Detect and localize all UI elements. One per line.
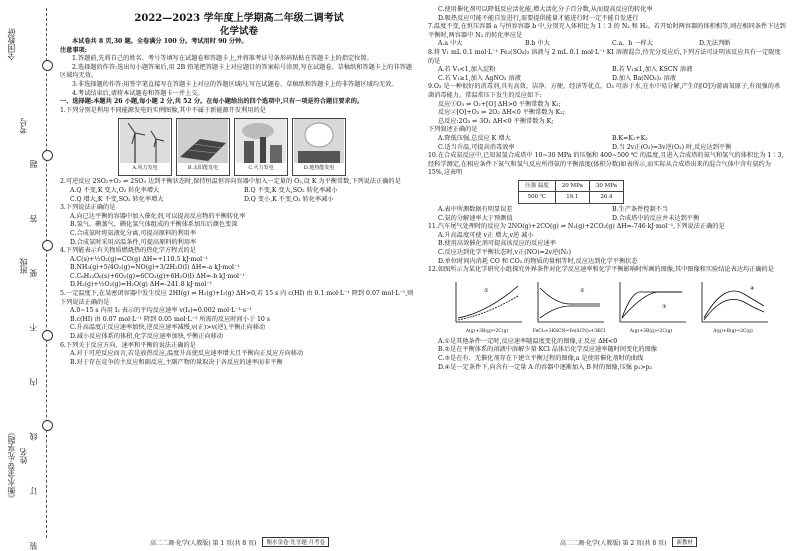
q2-options [60,187,418,196]
page-footer-text: 高二二调·化学(人教版) 第 2 页(共 8 页) [560,539,667,547]
q9-prompt: 下列叙述正确的是 [428,126,478,134]
option-a: A.若 V₁<1,加入淀粉 [438,66,496,74]
q9-options [428,144,786,153]
section-heading: 一、选择题:本题共 26 小题,每小题 2 分,共 52 分。在每小题给出的四个选项中,只有一项是符合题目要求的。 [60,98,364,106]
q10-options [428,206,786,215]
option-c: C.③是在有、无催化剂存在下建立平衡过程的图像,a 是使用催化剂时的曲线 [438,355,644,362]
q10-options [428,215,786,224]
option-c: C.反应达到化学平衡状态时,v正(NO)=2v逆(N₂) [438,249,572,257]
q7-options [428,40,786,49]
seal-dashed-line [46,8,47,538]
footer-left [150,537,329,547]
option-b: B.b 中大 [525,40,550,48]
graph-label: ② [580,287,585,294]
image-caption: B.太阳能发电 [187,165,219,172]
page-footer-text: 高二二调·化学(人教版) 第 1 页(共 8 页) [150,539,257,547]
option-d: D.合成塔中的反应并未达到平衡 [612,214,700,222]
binding-circle [42,330,53,341]
option-a: A.向已达平衡的容器中加入催化剂,可以提高反应物的平衡转化率 [70,212,246,220]
solar-power-image [176,118,230,176]
question-11: 11.汽车尾气处理时的反应为 2NO(g)+2CO(g) ⇌ N₂(g)+2CO₂(g) ΔH=-746 kJ·mol⁻¹,下列说法正确的是 [428,223,725,231]
option-a: A.a 中大 [438,40,463,48]
note-item: 1.答题前,先将自己的姓名、考号等填写在试题卷和答题卡上,并将准考证号条形码粘贴在答题卡上的指定位置。 [72,55,373,63]
question-7: 7.温度不变,在恒压容器 a 与恒容容器 b 中,分别充入体积比为 1∶3 的 N₂ 和 H₂。若开始时两容器的体积相等,则在相同条件下达到平衡时,两容器中 N₂ 的转化率应是 [428,23,786,39]
graph-caption: FeCl₃+3KSCN⇌Fe(SCN)₃+3KCl [532,329,606,335]
question-12: 12.如图所示为某化学研究小组探究外界条件对化学反应速率和化学平衡影响时所画的图像,其中图像和实验结论表达均正确的是 [428,266,774,274]
option-c: C.C₆H₁₂O₆(s)+6O₂(g)=6CO₂(g)+6H₂O(l) ΔH=-b kJ·mol⁻¹ [70,272,245,280]
option-b: B.对于存在竞争的主反应和副反应,主副产物的量取决于各反应的速率而非平衡 [70,358,283,366]
thermal-power-image [234,118,288,176]
binding-circle [42,150,53,161]
geothermal-power-image [292,118,346,176]
option-a: A.对于可逆反应而言,若是放热反应,温度升高使反应速率增大且平衡向正反应方向移动 [70,350,304,358]
reaction-2: 反应②[O]+O₃ ⇌ 2O₂ ΔH<0 平衡常数为 K₂; [438,109,565,117]
option-a: A.降低压强,总反应 K 增大 [438,134,511,142]
option-b: B.氢气、碘蒸气、碘化氢气体组成的平衡体系加压后颜色变深 [70,221,238,229]
option-a: A.0~15 s 内用 I₂ 表示的平均反应速率 v(I₂)=0.002 mol·L⁻¹·s⁻¹ [70,307,252,315]
option-b: B.若 V₁≤1,加入 KSCN 溶液 [612,66,693,74]
exam-title: 2022—2023 学年度上学期高二年级二调考试 [134,13,344,24]
option-c: C.若 V₁≥1,加入 AgNO₃ 溶液 [438,74,521,82]
page-2-column [428,6,786,372]
q2-options [60,196,418,205]
q8-options [428,66,786,75]
binding-sidebar [4,8,38,550]
option-a: A.升高温度可使 v正 增大,v逆 减小 [438,231,534,239]
graph-label: ③ [662,303,667,310]
option-d: D.H₂(g)+½O₂(g)=H₂O(g) ΔH=-241.8 kJ·mol⁻¹ [70,281,213,289]
binding-circle [42,60,53,71]
exam-info: 本试卷共 8 页,30 题。全卷满分 100 分。考试用时 90 分钟。 [72,38,248,45]
question-1: 1.下列分别是利用不同能源发电的实例图像,其中不属于新能源开发利用的是 [60,106,266,114]
question-5: 5.一定温度下,在某密闭容器中发生反应 2HI(g) ⇌ H₂(g)+I₂(g) ΔH>0,若 15 s 内 c(HI) 由 0.1 mol·L⁻¹ 降到 0.07 mol·L⁻¹,则下列说法正确的是 [60,290,414,306]
option-d: D.无法判断 [699,40,731,48]
option-c: C.使用催化剂可以降低反应活化能,增大活化分子百分数,从而提高反应的转化率 [438,6,653,13]
option-a: A.Q 不变,K 变大,O₂ 转化率增大 [70,186,160,194]
option-a: A.表中所测数据有明显误差 [438,206,513,214]
notes-heading: 注意事项: [60,46,88,54]
table-cell: 19.1 [555,192,589,204]
graph-caption: A(g)+B(g)⇌2C(g) [713,329,753,335]
wind-power-image [118,118,172,176]
exam-number-label: 考号 [19,118,28,134]
option-b: B.生产条件控制不当 [612,206,669,214]
table-cell: 26.4 [589,192,623,204]
class-label: 班级 [19,258,28,274]
image-caption: D.地热能发电 [303,165,335,172]
option-b: B.使用高效催化剂可提高该反应的反应速率 [438,240,556,248]
table-header-cell: 20 MPa [555,180,589,192]
q1-image-row [118,118,418,176]
image-caption: C.火力发电 [248,165,274,172]
binding-circle [42,420,53,431]
table-cell: 500 ℃ [519,192,556,204]
option-d: D.吸热反应可能不能自发进行,需要提供能量才能进行时一定不能自发进行 [438,14,639,22]
image-caption: A.风力发电 [132,165,158,172]
option-a: A.C(s)+½O₂(g)=CO(g) ΔH=+110.5 kJ·mol⁻¹ [70,255,208,263]
option-d: D.加入 Ba(NO₃)₂ 溶液 [612,74,676,82]
table-header-cell: 压强 温度 [519,180,556,192]
note-item: 3.非选择题的作答:用签字笔直接写在答题卡上对应的答题区域内,写在试题卷、草稿纸和答题卡上的非答题区域均无效。 [72,80,398,88]
option-b: B.K=K₁+K₂ [612,134,648,142]
graph-2 [530,278,608,336]
name-label: 姓名 [19,448,28,464]
graph-1 [448,278,526,336]
option-b: B.Q 不变,K 变大,SO₂ 转化率减小 [244,186,338,194]
graph-caption: A(g)+3B(g)⇌2C(g) [629,329,673,335]
question-8: 8.将 V₁ mL 0.1 mol·L⁻¹ Fe₂(SO₄)₃ 溶液与 2 mL 0.1 mol·L⁻¹ KI 溶液混合,待充分反应后,下列方法可证明该反应具有一定限度的是 [428,48,781,65]
question-4: 4.下列能表示有关物质燃烧热的热化学方程式的是 [60,247,196,255]
q9-options [428,135,786,144]
option-b: B.NH₃(g)+5/4O₂(g)=NO(g)+3/2H₂O(l) ΔH=-a kJ·mol⁻¹ [70,264,240,272]
option-d: D.当 2v正(O₃)=3v逆(O₂) 时,反应达到平衡 [612,143,732,151]
option-c: C.Q 增大,K 不变,SO₂ 转化率增大 [70,195,164,203]
option-d: D.单位时间内消耗 CO 和 CO₂ 的物质的量相等时,反应达到化学平衡状态 [438,257,638,265]
page-1-column [60,6,418,367]
graph-caption: A(g)+3B(g)⇌2C(g) [465,329,509,335]
reaction-1: 反应①O₃ ⇌ O₂+[O] ΔH>0 平衡常数为 K₁; [438,100,561,108]
vertical-series-label: 《衡水金卷·先享题》 [7,428,16,503]
option-c: C.合成氨时将氨液化分离,可提高原料的利用率 [70,229,197,237]
option-a: A.①是其他条件一定时,反应速率随温度变化的图像,正反应 ΔH<0 [438,337,618,345]
option-d: D.减小反应体系的体积,化学反应速率加快,平衡正向移动 [70,333,223,341]
note-item: 2.选择题的作答:选出每小题答案后,用 2B 铅笔把答题卡上对应题目的答案标号涂黑,写在试题卷、草稿纸和答题卡上的非答题区域均无效。 [60,63,412,80]
question-10: 10.在合成氨反应中,已知氮氢合成塔中 10~30 MPa 的压强和 400~500 ℃ 的温度,且进入合成塔的氮气和氢气的体积比为 1∶3,经科学测定,在相应条件下氮气和氢气反应所得氨的平衡浓度(体积分数)如表所示,而实际从合成塔出来的混合气体中含有氨约为 15%,这表明 [428,152,784,177]
graph-4 [694,278,772,336]
binding-circle [42,240,53,251]
option-b: B.②是在平衡体系的溶液中溶解少量 KCl 晶体后化学反应速率随时间变化的图像 [438,346,657,354]
note-item: 4.考试结束后,请将本试题卷和答题卡一并上交。 [72,89,204,97]
question-6: 6.下列关于反应方向、速率和平衡的说法正确的是 [60,341,196,349]
grade-label: 全国教研 [7,28,16,60]
option-c: C.a、b 一样大 [612,40,653,48]
graph-3 [612,278,690,336]
option-d: D.Q 变小,K 不变,O₂ 转化率减小 [244,195,334,203]
option-c: C.氨的分解速率大于预测值 [438,214,513,222]
question-3: 3.下列说法正确的是 [60,204,116,212]
footer-tag: 衡水金卷·先享题·月考卷 [262,537,329,547]
footer-right [560,537,697,547]
footer-tag: 新教材 [672,537,697,547]
ammonia-table [518,180,624,204]
graph-label: ④ [750,285,755,292]
option-d: D.合成氨时采用高温条件,可提高原料的利用率 [70,238,197,246]
question-9: 9.O₃ 是一种很好的消毒剂,具有高效、洁净、方便、经济等优点。O₃ 可溶于水,在水中易分解,产生的[O]为游离氧原子,有很强的杀菌消毒能力。常温常压下发生的反应如下: [428,83,781,99]
option-d: D.④是一定条件下,向含有一定量 A 的容器中逐渐加入 B 时的图像,压强 p₁>p₂ [438,363,652,371]
graph-label: ① [484,287,489,294]
exam-subtitle: 化学试卷 [219,26,258,37]
q12-graphs [448,278,786,336]
question-2: 2.可逆反应 2SO₂+O₂ ⇌ 2SO₃ 达到平衡状态时,保持恒温恒容向容器中加入一定量的 O₂,设 K 为平衡常数,下列说法正确的是 [60,178,401,186]
seal-line-text: 装 订 线 内 不 要 答 题 [29,138,38,550]
table-header-cell: 30 MPa [589,180,623,192]
option-c: C.升高温度正反应速率加快,逆反应速率减慢,v(正)>v(逆),平衡正向移动 [70,324,266,332]
option-c: C.适当升温,可提高消毒效率 [438,143,515,151]
overall-reaction: 总反应:2O₃ ⇌ 3O₂ ΔH<0 平衡常数为 K; [438,117,554,125]
option-b: B.c(HI) 由 0.07 mol·L⁻¹ 降到 0.05 mol·L⁻¹ 所需的反应时间小于 10 s [70,315,270,323]
